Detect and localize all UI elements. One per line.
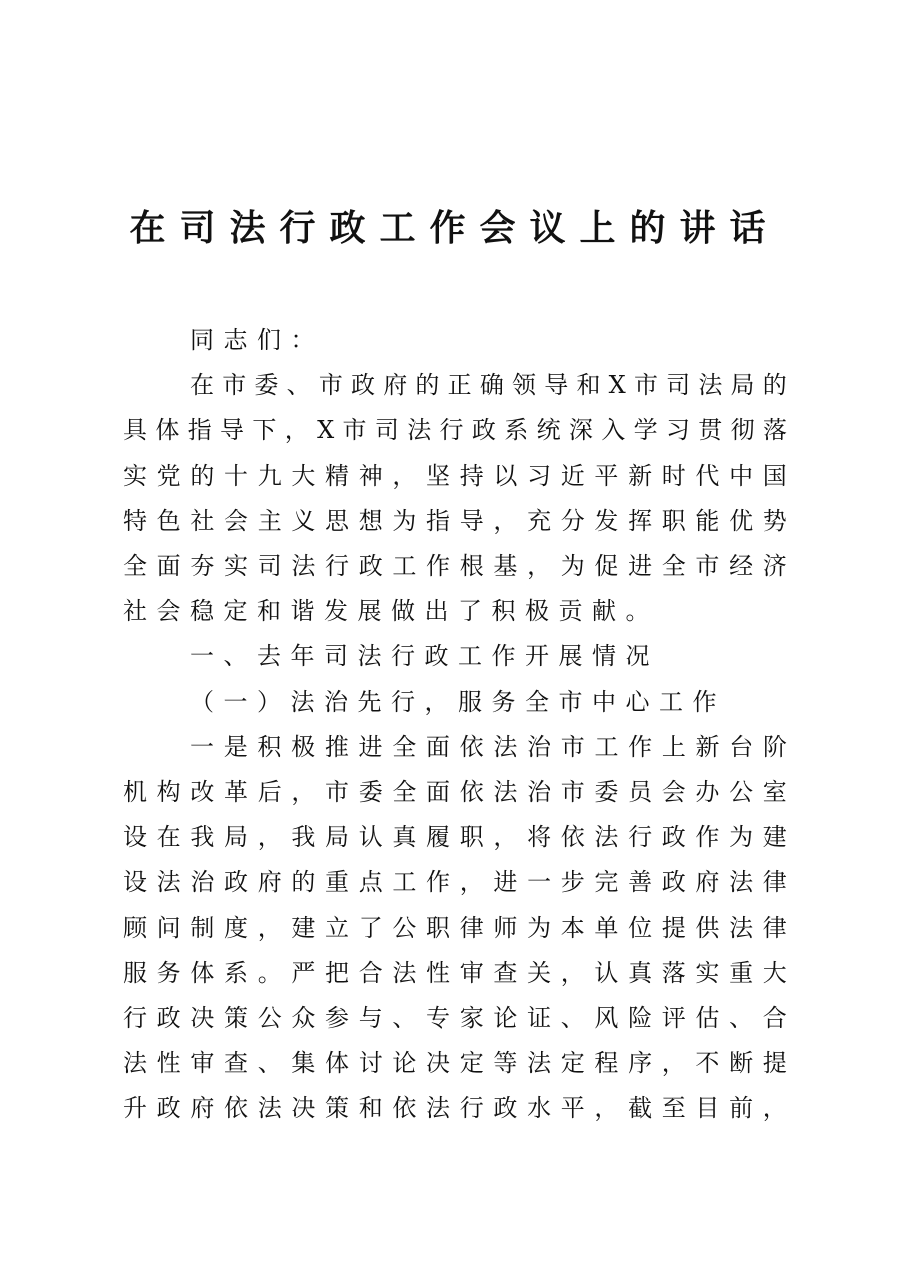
body-line: 升 政 府 依 法 决 策 和 依 法 行 政 水 平 ， 截 至 目 前 ，: [123, 1094, 787, 1123]
body-line: （一）法治先行，服务全市中心工作: [190, 687, 726, 716]
body-line: 服 务 体 系 。 严 把 合 法 性 审 查 关 ， 认 真 落 实 重 大: [123, 958, 787, 987]
body-line: 顾 问 制 度 ， 建 立 了 公 职 律 师 为 本 单 位 提 供 法 律: [123, 913, 787, 942]
body-line: 同志们：: [190, 326, 324, 354]
body-line: 全 面 夯 实 司 法 行 政 工 作 根 基 ， 为 促 进 全 市 经 济: [123, 552, 787, 580]
body-line: 机 构 改 革 后 ， 市 委 全 面 依 法 治 市 委 员 会 办 公 室: [123, 778, 787, 806]
body-line: 在 市 委 、 市 政 府 的 正 确 领 导 和 X 市 司 法 局 的: [190, 371, 787, 400]
body-line: 法 性 审 查 、 集 体 讨 论 决 定 等 法 定 程 序 ， 不 断 提: [123, 1049, 787, 1078]
body-line: 设 法 治 政 府 的 重 点 工 作 ， 进 一 步 完 善 政 府 法 律: [123, 868, 787, 897]
body-line: 具 体 指 导 下 ， X 市 司 法 行 政 系 统 深 入 学 习 贯 彻 落: [123, 416, 787, 445]
document-title: 在司法行政工作会议上的讲话: [129, 207, 780, 249]
body-line: 一、去年司法行政工作开展情况: [190, 642, 659, 671]
body-line: 设 在 我 局 ， 我 局 认 真 履 职 ， 将 依 法 行 政 作 为 建: [123, 823, 787, 852]
body-line: 一 是 积 极 推 进 全 面 依 法 治 市 工 作 上 新 台 阶: [190, 732, 787, 761]
body-line: 实 党 的 十 九 大 精 神 ， 坚 持 以 习 近 平 新 时 代 中 国: [123, 461, 787, 490]
body-line: 社会稳定和谐发展做出了积极贡献。: [123, 597, 659, 626]
body-line: 行 政 决 策 公 众 参 与 、 专 家 论 证 、 风 险 评 估 、 合: [123, 1004, 787, 1032]
body-line: 特 色 社 会 主 义 思 想 为 指 导 ， 充 分 发 挥 职 能 优 势: [123, 506, 787, 535]
